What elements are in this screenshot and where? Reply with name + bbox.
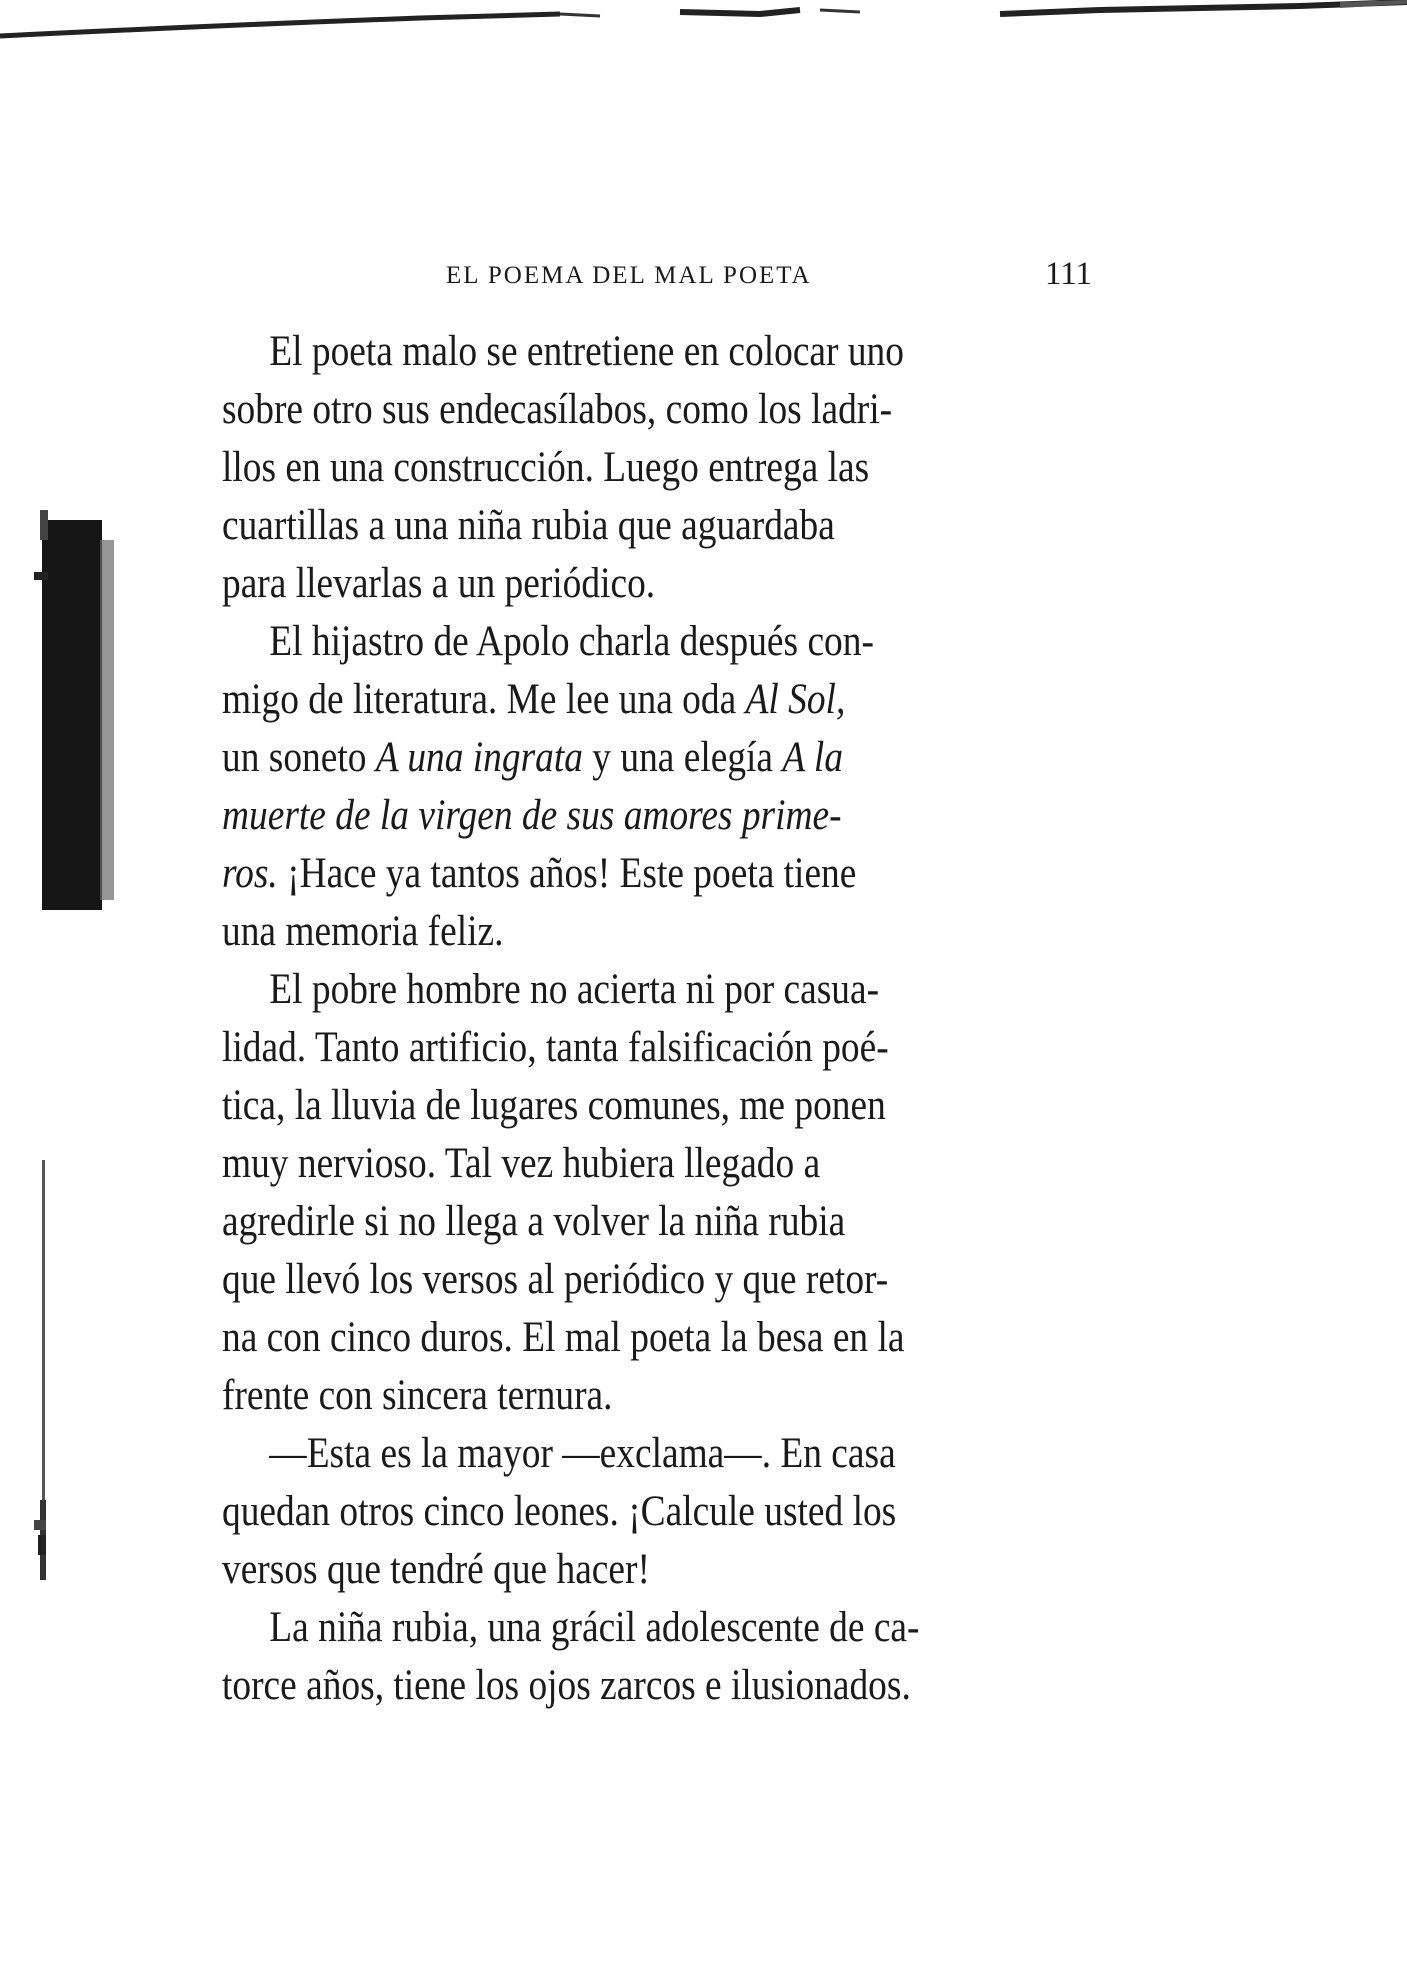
text-line: La niña rubia, una grácil adolescente de ca- — [269, 1603, 920, 1651]
text-line: para llevarlas a un periódico. — [222, 559, 656, 607]
text-line: na con cinco duros. El mal poeta la besa en la — [222, 1313, 905, 1361]
text-line: quedan otros cinco leones. ¡Calcule usted los — [222, 1487, 897, 1535]
text-line — [222, 844, 1091, 902]
text-line: versos que tendré que hacer! — [222, 1545, 650, 1593]
text-run: migo de literatura. Me lee una oda — [222, 675, 746, 723]
italic-title-elegia-mid: muerte de la virgen de sus amores prime- — [222, 791, 842, 839]
text-line: agredirle si no llega a volver la niña rubia — [222, 1197, 846, 1245]
text-run: ¡Hace ya tantos años! Este poeta tiene — [277, 849, 857, 897]
text-line: El poeta malo se entretiene en colocar uno — [269, 327, 904, 375]
italic-title-elegia-end: ros. — [222, 849, 278, 897]
running-header — [222, 256, 1092, 296]
text-line: lidad. Tanto artificio, tanta falsificación poé- — [222, 1023, 889, 1071]
text-line: cuartillas a una niña rubia que aguardaba — [222, 501, 835, 549]
text-line: frente con sincera ternura. — [222, 1371, 613, 1419]
text-line: una memoria feliz. — [222, 907, 504, 955]
page-number: 111 — [1044, 256, 1092, 292]
paragraph-1 — [222, 322, 1091, 612]
paragraph-4 — [222, 1424, 1091, 1598]
text-run: un soneto — [222, 733, 376, 781]
text-line: sobre otro sus endecasílabos, como los ladri- — [222, 385, 893, 433]
text-line: tica, la lluvia de lugares comunes, me ponen — [222, 1081, 886, 1129]
running-title: EL POEMA DEL MAL POETA — [446, 262, 812, 289]
text-line: que llevó los versos al periódico y que retor- — [222, 1255, 889, 1303]
body-text — [222, 322, 1091, 1714]
italic-title-al-sol: Al Sol, — [745, 675, 846, 723]
paragraph-2 — [222, 612, 1091, 960]
text-line: torce años, tiene los ojos zarcos e ilusionados. — [222, 1661, 911, 1709]
scan-left-edge-shadow — [0, 0, 140, 1977]
text-line: —Esta es la mayor —exclama—. En casa — [269, 1429, 896, 1477]
text-line — [222, 670, 1091, 728]
scan-top-edge-shadow — [0, 0, 1407, 40]
paragraph-3 — [222, 960, 1091, 1424]
text-line: llos en una construcción. Luego entrega las — [222, 443, 870, 491]
italic-title-a-una-ingrata: A una ingrata — [375, 733, 583, 781]
text-line: El hijastro de Apolo charla después con- — [269, 617, 874, 665]
text-line — [222, 786, 1091, 844]
italic-title-elegia-start: A la — [782, 733, 844, 781]
text-run: y una elegía — [582, 733, 783, 781]
paragraph-5 — [222, 1598, 1091, 1714]
text-line — [222, 728, 1091, 786]
text-line: muy nervioso. Tal vez hubiera llegado a — [222, 1139, 821, 1187]
text-line: El pobre hombre no acierta ni por casua- — [269, 965, 880, 1013]
